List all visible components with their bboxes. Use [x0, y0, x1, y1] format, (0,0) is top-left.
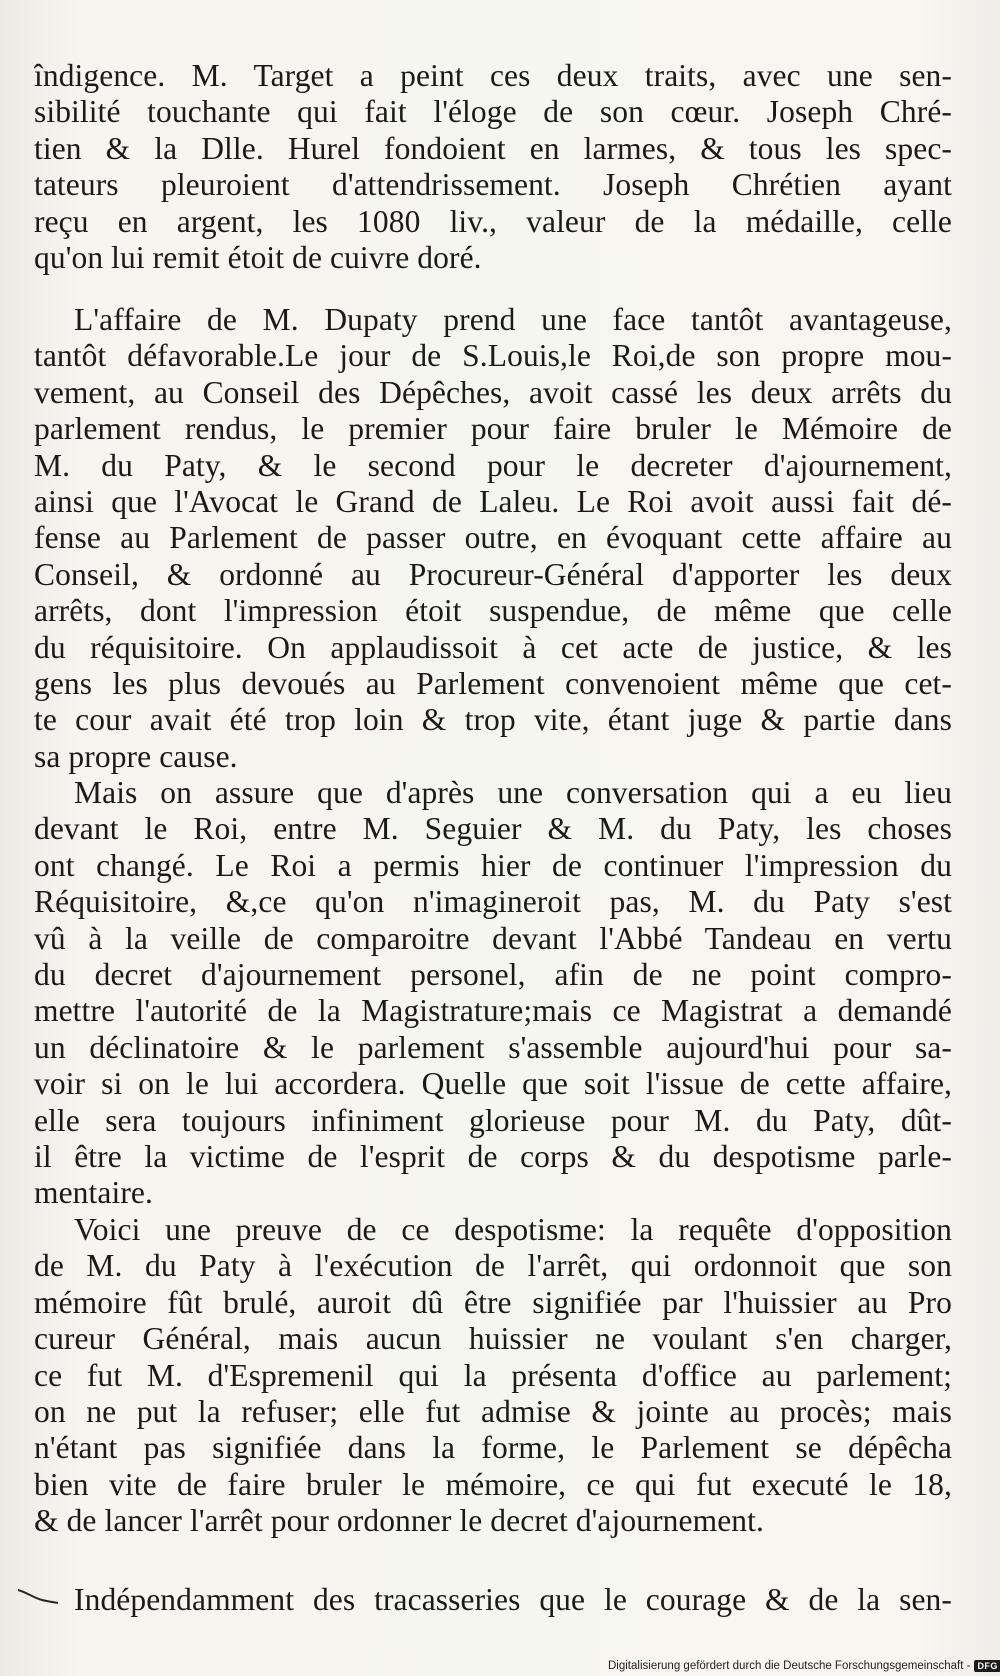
credit-text: Digitalisierung gefördert durch die Deutsche Forschungsgemeinschaft -	[608, 1660, 971, 1672]
text-line: Indépendamment des tracasseries que le courage & de la sen-	[74, 1582, 952, 1617]
text-line: de M. du Paty à l'exécution de l'arrêt, qui ordonnoit que son	[34, 1248, 952, 1284]
text-line: sa propre cause.	[34, 738, 238, 774]
text-line: te cour avait été trop loin & trop vite, étant juge & partie dans	[34, 702, 952, 738]
paragraph-3	[34, 775, 952, 1212]
text-line: Mais on assure que d'après une conversation qui a eu lieu	[74, 775, 952, 810]
paragraph-5	[34, 1582, 952, 1618]
text-line: îndigence. M. Target a peint ces deux traits, avec une sen-	[34, 58, 952, 93]
text-line: voir si on le lui accordera. Quelle que soit l'issue de cette affaire,	[34, 1066, 952, 1102]
text-line: bien vite de faire bruler le mémoire, ce qui fut executé le 18,	[34, 1466, 952, 1502]
paragraph-4	[34, 1212, 952, 1540]
text-line: gens les plus devoués au Parlement convenoient même que cet-	[34, 665, 952, 701]
text-line: vement, au Conseil des Dépêches, avoit cassé les deux arrêts du	[34, 374, 952, 410]
text-line: du decret d'ajournement personel, afin de ne point compro-	[34, 956, 952, 992]
text-line: reçu en argent, les 1080 liv., valeur de la médaille, celle	[34, 203, 952, 239]
text-line: mettre l'autorité de la Magistrature;mais ce Magistrat a demandé	[34, 993, 952, 1029]
text-line: ainsi que l'Avocat le Grand de Laleu. Le Roi avoit aussi fait dé-	[34, 483, 952, 519]
text-line: & de lancer l'arrêt pour ordonner le decret d'ajournement.	[34, 1503, 764, 1539]
text-line: n'étant pas signifiée dans la forme, le Parlement se dépêcha	[34, 1430, 952, 1466]
text-line: du réquisitoire. On applaudissoit à cet acte de justice, & les	[34, 629, 952, 665]
paragraph-1	[34, 58, 952, 276]
text-line: tateurs pleuroient d'attendrissement. Joseph Chrétien ayant	[34, 167, 952, 203]
text-line: parlement rendus, le premier pour faire bruler le Mémoire de	[34, 411, 952, 447]
text-line: sibilité touchante qui fait l'éloge de son cœur. Joseph Chré-	[34, 94, 952, 130]
text-line: Conseil, & ordonné au Procureur-Général d'apporter les deux	[34, 556, 952, 592]
text-line: tantôt défavorable.Le jour de S.Louis,le Roi,de son propre mou-	[34, 338, 952, 374]
dfg-logo: DFG	[974, 1660, 1000, 1672]
text-line: il être la victime de l'esprit de corps & du despotisme parle-	[34, 1138, 952, 1174]
text-line: Réquisitoire, &,ce qu'on n'imagineroit pas, M. du Paty s'est	[34, 884, 952, 920]
text-line: fense au Parlement de passer outre, en évoquant cette affaire au	[34, 520, 952, 556]
text-line: ont changé. Le Roi a permis hier de continuer l'impression du	[34, 847, 952, 883]
text-line: qu'on lui remit étoit de cuivre doré.	[34, 239, 482, 275]
text-line: on ne put la refuser; elle fut admise & jointe au procès; mais	[34, 1393, 952, 1429]
text-line: vû à la veille de comparoitre devant l'Abbé Tandeau en vertu	[34, 920, 952, 956]
text-line: mentaire.	[34, 1175, 153, 1211]
text-line: devant le Roi, entre M. Seguier & M. du Paty, les choses	[34, 811, 952, 847]
text-line: Voici une preuve de ce despotisme: la requête d'opposition	[74, 1212, 952, 1247]
text-line: M. du Paty, & le second pour le decreter d'ajournement,	[34, 447, 952, 483]
paragraph-2	[34, 302, 952, 775]
text-line: un déclinatoire & le parlement s'assemble aujourd'hui pour sa-	[34, 1029, 952, 1065]
digitization-credit	[608, 1658, 998, 1674]
text-line: mémoire fût brulé, auroit dû être signifiée par l'huissier au Pro	[34, 1284, 952, 1320]
text-line: ce fut M. d'Espremenil qui la présenta d'office au parlement;	[34, 1357, 952, 1393]
text-line: tien & la Dlle. Hurel fondoient en larmes, & tous les spec-	[34, 130, 952, 166]
text-line: elle sera toujours infiniment glorieuse pour M. du Paty, dût-	[34, 1102, 952, 1138]
text-line: arrêts, dont l'impression étoit suspendue, de même que celle	[34, 593, 952, 629]
text-line: L'affaire de M. Dupaty prend une face tantôt avantageuse,	[74, 302, 952, 337]
text-line: cureur Général, mais aucun huissier ne voulant s'en charger,	[34, 1321, 952, 1357]
